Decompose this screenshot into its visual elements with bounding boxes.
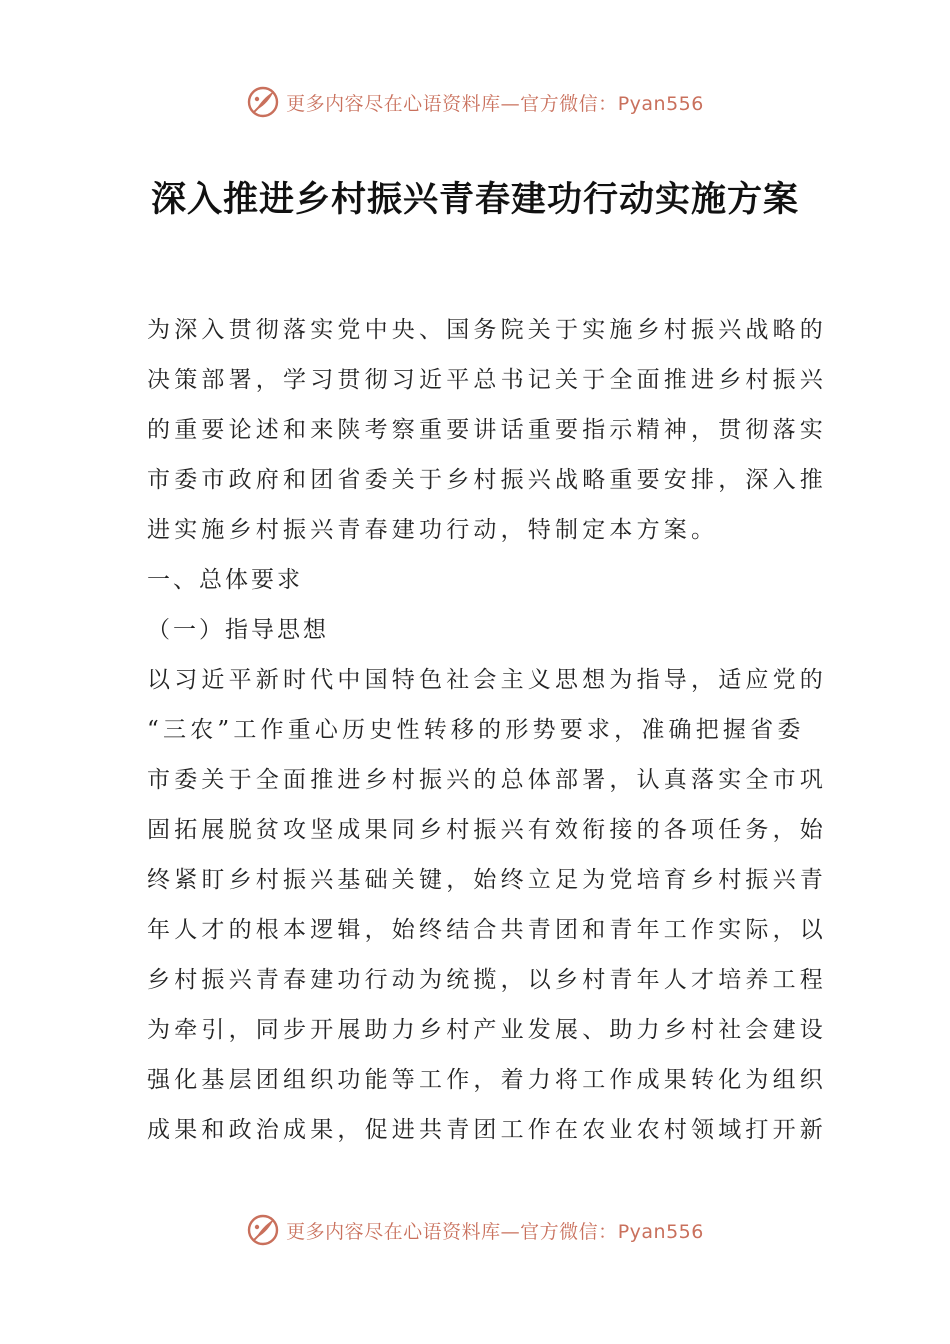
document-body xyxy=(147,305,827,1155)
footer-watermark xyxy=(0,1210,950,1250)
body-line: 进实施乡村振兴青春建功行动，特制定本方案。 xyxy=(147,517,719,543)
watermark-dash: — xyxy=(500,92,521,115)
watermark-site-text: 更多内容尽在心语资料库 xyxy=(286,92,501,115)
quill-logo-icon xyxy=(246,85,280,119)
watermark-wechat-id: Pyan556 xyxy=(617,1220,704,1243)
watermark-wechat-id: Pyan556 xyxy=(617,92,704,115)
body-line: 为深入贯彻落实党中央、国务院关于实施乡村振兴战略的 xyxy=(147,317,827,343)
body-line: 决策部署，学习贯彻习近平总书记关于全面推进乡村振兴 xyxy=(147,367,827,393)
watermark-site-text: 更多内容尽在心语资料库 xyxy=(286,1220,501,1243)
header-watermark xyxy=(0,82,950,122)
body-line: “三农”工作重心历史性转移的形势要求，准确把握省委 xyxy=(147,717,805,743)
watermark-dash: — xyxy=(500,1220,521,1243)
watermark-text xyxy=(286,1217,704,1244)
watermark-wechat-label: 官方微信： xyxy=(520,1220,618,1243)
body-line: 年人才的根本逻辑，始终结合共青团和青年工作实际，以 xyxy=(147,917,827,943)
body-line: 的重要论述和来陕考察重要讲话重要指示精神，贯彻落实 xyxy=(147,417,827,443)
body-line: 市委市政府和团省委关于乡村振兴战略重要安排，深入推 xyxy=(147,467,827,493)
watermark-text xyxy=(286,89,704,116)
body-line: 为牵引，同步开展助力乡村产业发展、助力乡村社会建设 xyxy=(147,1017,827,1043)
body-line: 市委关于全面推进乡村振兴的总体部署，认真落实全市巩 xyxy=(147,767,827,793)
body-line: 强化基层团组织功能等工作，着力将工作成果转化为组织 xyxy=(147,1067,827,1093)
quill-logo-icon xyxy=(246,1213,280,1247)
watermark-wechat-label: 官方微信： xyxy=(520,92,618,115)
body-line: 终紧盯乡村振兴基础关键，始终立足为党培育乡村振兴青 xyxy=(147,867,827,893)
body-line: 固拓展脱贫攻坚成果同乡村振兴有效衔接的各项任务，始 xyxy=(147,817,827,843)
subsection-heading: （一）指导思想 xyxy=(147,617,329,643)
body-line: 乡村振兴青春建功行动为统揽，以乡村青年人才培养工程 xyxy=(147,967,827,993)
body-line: 以习近平新时代中国特色社会主义思想为指导，适应党的 xyxy=(147,667,827,693)
body-line: 成果和政治成果，促进共青团工作在农业农村领域打开新 xyxy=(147,1117,827,1143)
section-heading: 一、总体要求 xyxy=(147,567,303,593)
document-title: 深入推进乡村振兴青春建功行动实施方案 xyxy=(150,180,799,220)
